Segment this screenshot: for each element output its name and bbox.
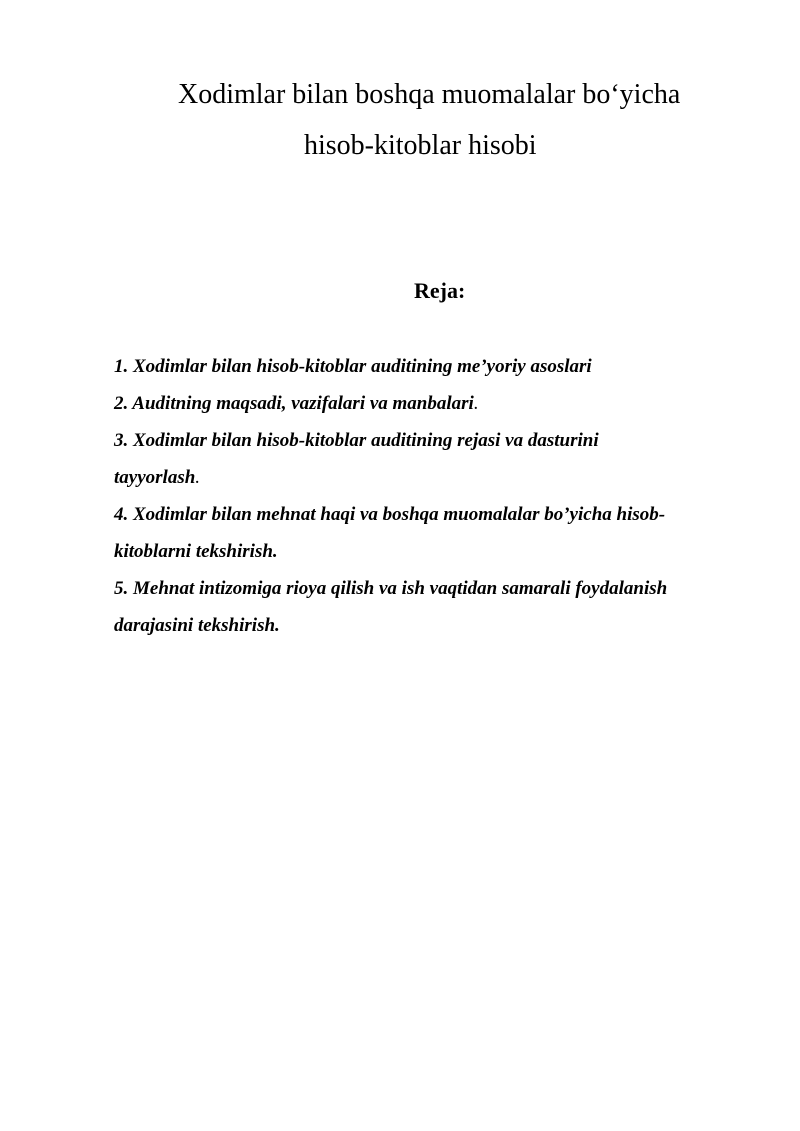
plan-item-2-text: 2. Auditning maqsadi, vazifalari va manbalari: [114, 393, 474, 414]
document-title-line-2: hisob-kitoblar hisobi: [304, 130, 537, 161]
plan-list: [114, 348, 754, 644]
plan-item-3-text-2: tayyorlash: [114, 467, 196, 488]
plan-heading: Reja:: [414, 278, 466, 303]
plan-item-3-line-2: [114, 459, 754, 496]
plan-item-4-text-2: kitoblarni tekshirish.: [114, 541, 278, 562]
plan-item-3-text-1: 3. Xodimlar bilan hisob-kitoblar auditining rejasi va dasturini: [114, 430, 599, 451]
plan-item-5-text-1: 5. Mehnat intizomiga rioya qilish va ish vaqtidan samarali foydalanish: [114, 578, 668, 599]
plan-item-4-text-1: 4. Xodimlar bilan mehnat haqi va boshqa muomalalar bo’yicha hisob-: [114, 504, 666, 525]
document-title-line-1: Xodimlar bilan boshqa muomalalar bo‘yicha: [178, 79, 681, 110]
plan-item-1-line-1: [114, 348, 754, 385]
plan-item-5-line-1: [114, 570, 754, 607]
plan-item-1-text: 1. Xodimlar bilan hisob-kitoblar auditining me’yoriy asoslari: [114, 356, 592, 377]
plan-item-5-line-2: [114, 607, 754, 644]
plan-item-3-period: .: [195, 467, 201, 488]
plan-item-4-line-2: [114, 533, 754, 570]
plan-item-5-text-2: darajasini tekshirish.: [114, 615, 280, 636]
plan-item-4-line-1: [114, 496, 754, 533]
plan-item-2-period: .: [473, 393, 479, 414]
plan-item-2-line-1: [114, 385, 754, 422]
plan-item-3-line-1: [114, 422, 754, 459]
